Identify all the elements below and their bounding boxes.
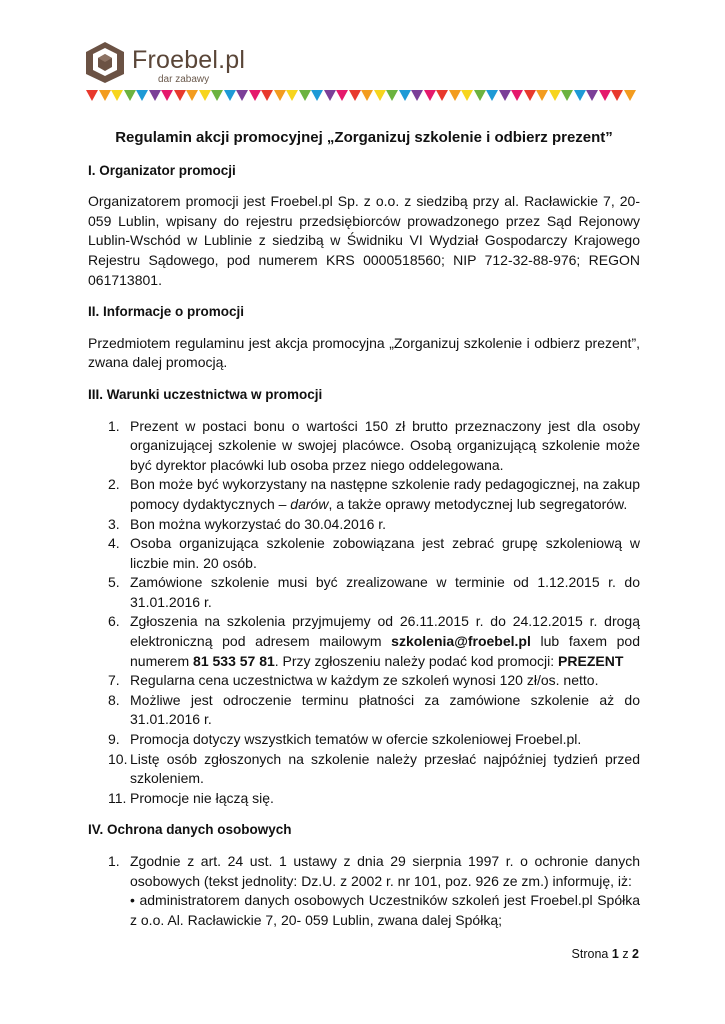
zigzag-triangle bbox=[511, 90, 523, 101]
zigzag-triangle bbox=[261, 90, 273, 101]
list-item: 8. Możliwe jest odroczenie terminu płatności za zamówione szkolenie aż do 31.01.2016 r. bbox=[108, 691, 640, 728]
zigzag-triangle bbox=[499, 90, 511, 101]
zigzag-triangle bbox=[449, 90, 461, 101]
italic-term: darów bbox=[290, 495, 329, 512]
zigzag-triangle bbox=[386, 90, 398, 101]
zigzag-triangle bbox=[574, 90, 586, 101]
zigzag-triangle bbox=[249, 90, 261, 101]
list-item: 9. Promocja dotyczy wszystkich tematów w ofercie szkoleniowej Froebel.pl. bbox=[108, 731, 582, 748]
zigzag-triangle bbox=[586, 90, 598, 101]
zigzag-triangle bbox=[624, 90, 636, 101]
bullet-line: • administratorem danych osobowych Uczestników szkoleń jest Froebel.pl Spółka z o.o. Al. Racławickie 7, 20- 059 Lublin, zwana dalej Spółką; bbox=[130, 892, 640, 928]
fax-number: 81 533 57 81 bbox=[193, 652, 275, 669]
zigzag-triangle bbox=[86, 90, 98, 101]
brand-name: Froebel.pl bbox=[132, 46, 246, 74]
list-item: 1. Prezent w postaci bonu o wartości 150 zł brutto przeznaczony jest dla osoby organizującej szkolenie w swojej placówce. Osobą organizującą szkolenie może być dyrektor placówki lub osoba przez niego oddelegowana. bbox=[108, 417, 640, 473]
page-footer bbox=[572, 947, 639, 961]
zigzag-triangle bbox=[361, 90, 373, 101]
list-item: 4. Osoba organizująca szkolenie zobowiązana jest zebrać grupę szkoleniową w liczbie min. 20 osób. bbox=[108, 535, 640, 571]
conditions-list bbox=[88, 417, 640, 809]
zigzag-triangle bbox=[286, 90, 298, 101]
zigzag-triangle bbox=[474, 90, 486, 101]
list-item: 3. Bon można wykorzystać do 30.04.2016 r. bbox=[108, 515, 387, 532]
zigzag-triangle bbox=[349, 90, 361, 101]
zigzag-triangle bbox=[236, 90, 248, 101]
email-address: szkolenia@froebel.pl bbox=[391, 633, 531, 650]
total-pages: 2 bbox=[632, 947, 639, 961]
zigzag-triangle bbox=[174, 90, 186, 101]
zigzag-triangle bbox=[374, 90, 386, 101]
zigzag-triangle bbox=[324, 90, 336, 101]
zigzag-triangle bbox=[211, 90, 223, 101]
page-separator: z bbox=[622, 947, 629, 961]
section-heading-info: II. Informacje o promocji bbox=[88, 304, 245, 320]
house-cube-logo-icon bbox=[84, 40, 126, 84]
list-item: 6. Zgłoszenia na szkolenia przyjmujemy od 26.11.2015 r. do 24.12.2015 r. drogą elektroniczną pod adresem mailowym szkolenia@froebel.pl lub faxem pod numerem 81 533 57 81. Przy zgłoszeniu należy podać kod promocji: PREZENT bbox=[108, 613, 640, 669]
list-item: 2. Bon może być wykorzystany na następne szkolenie rady pedagogicznej, na zakup pomocy dydaktycznych – darów, a także oprawy metodycznej lub segregatorów. bbox=[108, 476, 640, 512]
list-item: 7. Regularna cena uczestnictwa w każdym ze szkoleń wynosi 120 zł/os. netto. bbox=[108, 672, 599, 689]
brand-tagline: dar zabawy bbox=[158, 74, 210, 85]
zigzag-triangle bbox=[436, 90, 448, 101]
zigzag-triangle bbox=[149, 90, 161, 101]
zigzag-triangle bbox=[336, 90, 348, 101]
promo-code: PREZENT bbox=[558, 652, 624, 669]
document-body bbox=[88, 128, 640, 930]
zigzag-triangle bbox=[161, 90, 173, 101]
zigzag-triangle bbox=[424, 90, 436, 101]
zigzag-triangle bbox=[299, 90, 311, 101]
zigzag-triangle bbox=[549, 90, 561, 101]
zigzag-triangle bbox=[274, 90, 286, 101]
zigzag-triangle bbox=[524, 90, 536, 101]
zigzag-triangle bbox=[486, 90, 498, 101]
section-heading-conditions: III. Warunki uczestnictwa w promocji bbox=[88, 386, 323, 402]
page-label: Strona bbox=[571, 947, 609, 961]
list-item: 10. Listę osób zgłoszonych na szkolenie należy przesłać najpóźniej tydzień przed szkoleniem. bbox=[108, 750, 640, 787]
froebel-logo bbox=[84, 40, 284, 84]
zigzag-triangle bbox=[599, 90, 611, 101]
zigzag-triangle bbox=[111, 90, 123, 101]
zigzag-triangle bbox=[536, 90, 548, 101]
zigzag-triangle bbox=[99, 90, 111, 101]
list-item: 5. Zamówione szkolenie musi być zrealizowane w terminie od 1.12.2015 r. do 31.01.2016 r. bbox=[108, 574, 640, 610]
organizer-paragraph: Organizatorem promocji jest Froebel.pl Sp. z o.o. z siedzibą przy al. Racławickie 7, 20-059 Lublin, wpisany do rejestru przedsiębiorców prowadzonego przez Sąd Rejonowy Lublin-Wschód w Lublinie z siedzibą w Świdniku VI Wydział Gospodarczy Krajowego Rejestru Sądowego, pod numerem KRS 0000518560; NIP 712-32-88-976; REGON 061713801. bbox=[88, 193, 640, 288]
list-item: 11. Promocje nie łączą się. bbox=[108, 789, 274, 806]
zigzag-triangle bbox=[311, 90, 323, 101]
list-item: 1. Zgodnie z art. 24 ust. 1 ustawy z dnia 29 sierpnia 1997 r. o ochronie danych osobowych (tekst jednolity: Dz.U. z 2002 r. nr 101, poz. 926 ze zm.) informuję, iż: • administratorem danych osobowych Uczestników szkoleń jest Froebel.pl Spółka z o.o. Al. Racławickie 7, 20- 059 Lublin, zwana dalej Spółką; bbox=[108, 853, 640, 928]
zigzag-triangle bbox=[199, 90, 211, 101]
zigzag-triangle bbox=[186, 90, 198, 101]
zigzag-triangle bbox=[224, 90, 236, 101]
zigzag-triangle bbox=[124, 90, 136, 101]
info-paragraph: Przedmiotem regulaminu jest akcja promocyjna „Zorganizuj szkolenie i odbierz prezent”, zwana dalej promocją. bbox=[88, 334, 640, 371]
zigzag-triangle bbox=[399, 90, 411, 101]
decorative-zigzag-border bbox=[86, 90, 639, 102]
document-title: Regulamin akcji promocyjnej „Zorganizuj szkolenie i odbierz prezent” bbox=[115, 129, 613, 146]
data-protection-list bbox=[88, 852, 640, 930]
zigzag-triangle bbox=[411, 90, 423, 101]
section-heading-data-protection: IV. Ochrona danych osobowych bbox=[88, 822, 292, 838]
zigzag-triangle bbox=[611, 90, 623, 101]
section-heading-organizer: I. Organizator promocji bbox=[88, 162, 236, 178]
zigzag-triangle bbox=[561, 90, 573, 101]
zigzag-triangle bbox=[136, 90, 148, 101]
current-page: 1 bbox=[611, 947, 619, 961]
zigzag-triangle bbox=[461, 90, 473, 101]
